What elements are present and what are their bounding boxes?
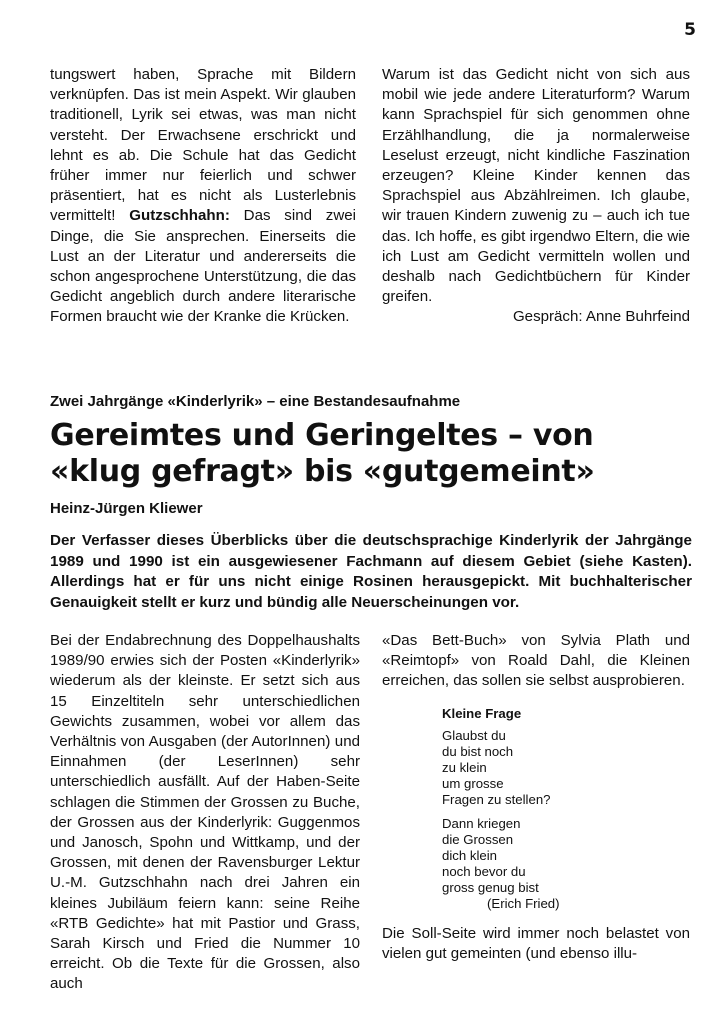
interview-text: [50, 65, 356, 328]
article-kicker: Zwei Jahrgänge «Kinderlyrik» – eine Bestandesaufnahme: [50, 393, 461, 410]
headline-line-1: Gereimtes und Geringeltes – von: [50, 418, 594, 453]
article-author: Heinz-Jürgen Kliewer: [50, 500, 203, 517]
article-column-left: [50, 631, 360, 995]
poem-line: um grosse: [442, 775, 504, 791]
article-column-right: [382, 631, 690, 964]
poem-line: noch bevor du: [442, 863, 526, 879]
poem-line: zu klein: [442, 759, 487, 775]
page-number: 5: [684, 20, 696, 40]
poem-line: Glaubst du: [442, 727, 506, 743]
poem-box: [442, 706, 690, 912]
poem-author: (Erich Fried): [487, 895, 560, 911]
poem-title: Kleine Frage: [442, 705, 522, 721]
poem-stanza-2: [442, 816, 690, 912]
article-body-right-bottom: Die Soll-Seite wird immer noch belastet von vielen gut gemeinten (und ebenso illu-: [382, 924, 690, 962]
poem-line: die Grossen: [442, 831, 514, 847]
headline-line-2: «klug gefragt» bis «gutgemeint»: [50, 454, 595, 489]
article-body-right-top: «Das Bett-Buch» von Sylvia Plath und «Reimtopf» von Roald Dahl, die Kleinen erreichen, das sollen sie selbst ausprobieren.: [382, 632, 690, 690]
interview-credit: Gespräch: Anne Buhrfeind: [512, 308, 690, 326]
interview-text-part1: tungswert haben, Sprache mit Bildern verknüpfen. Das ist mein Aspekt. Wir glauben traditionell, Lyrik sei etwas, was man nicht versteht. Der Erwachsene erschrickt und lehnt es ab. Die Schule hat das Gedicht früher immer nur feierlich und schwer präsentiert, hat es nicht als Lusterlebnis vermittelt!: [50, 66, 356, 225]
interview-column-right: [382, 65, 690, 328]
interview-text-part2: Das sind zwei Dinge, die Sie ansprechen. Einerseits die Lust an der Literatur und andererseits die schon angesprochene Unterstützung, die das Gedicht angeblich durch andere literarische Formen braucht wie der Kranke die Krücken.: [50, 207, 356, 326]
poem-stanza-1: [442, 728, 690, 808]
interview-column-left: [50, 65, 356, 328]
interview-speaker: Gutzschhahn:: [129, 207, 230, 225]
article-lead: Der Verfasser dieses Überblicks über die deutschsprachige Kinderlyrik der Jahrgänge 1989 und 1990 ist ein ausgewiesener Fachmann auf diesem Gebiet (siehe Kasten). Allerdings hat er für uns nicht einige Rosinen herausgepickt. Mit buchhalterischer Genauigkeit stellt er kurz und bündig alle Neuerscheinungen vor.: [50, 532, 692, 611]
article-body-left: Bei der Endabrechnung des Doppelhaushalts 1989/90 erwies sich der Posten «Kinderlyrik» wiederum als der kleinste. Er setzt sich aus 15 Einzeltiteln sehr unterschiedlichen Gewichts zusammen, wobei vor allem das Verhältnis von Ausgaben (der AutorInnen) und Einnahmen (der LeserInnen) sehr unterschiedlich ausfällt. Auf der Haben-Seite schlagen die Stimmen der Grossen zu Buche, der Grossen aus der Kinderlyrik: Guggenmos und Janosch, Spohn und Wittkamp, und der Grossen, mit denen der Ravensburger Lektur U.-M. Gutzschhahn nach drei Jahren ein kleines Jubiläum feiern kann: seine Reihe «RTB Gedichte» hat mit Pastior und Grass, Sarah Kirsch und Fried die Nummer 10 erreicht. Ob die Texte für die Grossen, also auch: [50, 632, 360, 993]
interview-text-right: Warum ist das Gedicht nicht von sich aus mobil wie jede andere Literaturform? Warum kann Sprachspiel für sich genommen ohne Erzählhandlung, die ja normalerweise Leselust erzeugt, nicht kindliche Faszination erzeugen? Kleine Kinder kennen das Sprachspiel aus Abzählreimen. Ich glaube, wir trauen Kindern zuwenig zu – auch ich tue das. Ich hoffe, es gibt irgendwo Eltern, die wie ich Lust am Gedicht vermitteln wollen und deshalb nach Gedichtbüchern für Kinder greifen.: [382, 66, 690, 306]
poem-line: gross genug bist: [442, 879, 539, 895]
poem-line: Dann kriegen: [442, 815, 521, 831]
article-headline: [50, 418, 710, 490]
poem-line: dich klein: [442, 847, 497, 863]
poem-line: Fragen zu stellen?: [442, 791, 551, 807]
poem-line: du bist noch: [442, 743, 514, 759]
